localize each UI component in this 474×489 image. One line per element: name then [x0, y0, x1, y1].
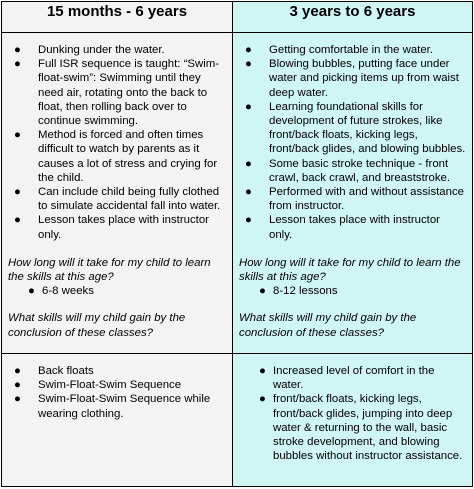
list-item: ● Full ISR sequence is taught: “Swim-float-swim”: Swimming until they need air, rotating onto the back to float, then rolling back over to continue swimming. — [14, 58, 220, 128]
duration-list-left — [8, 284, 226, 298]
list-item: ● Increased level of comfort in the water. — [259, 365, 435, 392]
bullet-icon: ● — [245, 214, 252, 227]
method-list-left — [8, 43, 226, 242]
list-item: ● Blowing bubbles, putting face under water and picking items up from waist deep water. — [245, 58, 459, 99]
bullet-icon: ● — [245, 186, 252, 199]
list-item: ● Learning foundational skills for development of future strokes, like front/back floats, kicking legs, front/back glides, and blowing bubbles. — [245, 100, 466, 156]
details-cell-right — [233, 33, 473, 354]
list-item: ● Some basic stroke technique - front crawl, back crawl, and breaststroke. — [245, 157, 451, 184]
bullet-icon: ● — [14, 129, 21, 142]
list-item: ● Lesson takes place with instructor only. — [14, 214, 209, 241]
list-item: ● Lesson takes place with instructor only. — [245, 214, 440, 241]
bullet-icon: ● — [259, 393, 266, 406]
skills-list-right — [239, 364, 466, 463]
list-item: ● Swim-Float-Swim Sequence while wearing clothing. — [14, 393, 211, 420]
details-cell-left — [2, 33, 233, 354]
bullet-icon: ● — [14, 214, 21, 227]
column-title-right: 3 years to 6 years — [289, 3, 416, 20]
list-item: ● Performed with and without assistance from instructor. — [245, 186, 465, 213]
duration-question-right: How long will it take for my child to learn the skills at this age? — [239, 256, 461, 284]
bullet-icon: ● — [14, 379, 21, 392]
comparison-table — [1, 1, 473, 487]
skills-question-right: What skills will my child gain by the conclusion of these classes? — [239, 312, 417, 339]
skills-question-left: What skills will my child gain by the conclusion of these classes? — [8, 312, 186, 339]
duration-question-left: How long will it take for my child to learn the skills at this age? — [8, 256, 211, 284]
skills-row — [2, 354, 473, 487]
bullet-icon: ● — [245, 58, 252, 71]
header-cell-right — [233, 2, 473, 33]
bullet-icon: ● — [14, 58, 21, 71]
details-content-right — [233, 33, 472, 340]
list-item: ● Swim-Float-Swim Sequence — [14, 379, 182, 392]
list-item: ● Can include child being fully clothed to simulate accidental fall into water. — [14, 186, 221, 213]
bullet-icon: ● — [14, 186, 21, 199]
bullet-icon: ● — [14, 393, 21, 406]
skills-content-right — [233, 354, 472, 463]
skills-list-left — [8, 364, 226, 421]
bullet-icon: ● — [14, 44, 21, 56]
duration-list-right — [239, 284, 466, 298]
bullet-icon: ● — [259, 365, 266, 377]
header-row — [2, 2, 473, 33]
bullet-icon: ● — [245, 157, 252, 170]
bullet-icon: ● — [28, 285, 35, 298]
list-item: ● Back floats — [14, 365, 94, 377]
skills-cell-left — [2, 354, 233, 487]
details-row — [2, 33, 473, 354]
bullet-icon: ● — [259, 285, 266, 298]
skills-cell-right — [233, 354, 473, 487]
header-cell-left — [2, 2, 233, 33]
list-item: ● Getting comfortable in the water. — [245, 44, 433, 56]
list-item: ● Method is forced and often times difficult to watch by parents as it causes a lot of stress and crying for the child. — [14, 129, 218, 184]
method-list-right — [239, 43, 466, 242]
list-item: ● 8-12 lessons — [259, 285, 338, 298]
list-item: ● Dunking under the water. — [14, 44, 165, 56]
skills-content-left — [2, 354, 232, 421]
bullet-icon: ● — [245, 44, 252, 56]
list-item: ● 6-8 weeks — [28, 285, 94, 298]
bullet-icon: ● — [14, 365, 21, 377]
column-title-left: 15 months - 6 years — [46, 3, 188, 20]
list-item: ● front/back floats, kicking legs, front/back glides, jumping into deep water & returning to the wall, basic stroke development, and blowing bubbles without instructor assistance. — [259, 393, 463, 463]
details-content-left — [2, 33, 232, 340]
bullet-icon: ● — [245, 100, 252, 113]
